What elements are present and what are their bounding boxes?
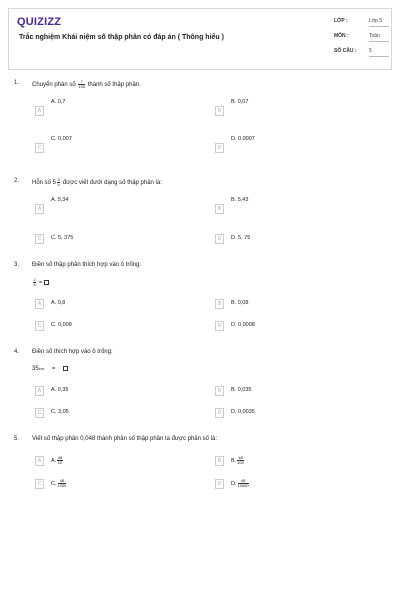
fraction-numerator: 2 — [33, 277, 36, 282]
option-box[interactable]: A — [35, 456, 44, 466]
option-box[interactable]: B — [215, 456, 224, 466]
fraction — [237, 456, 244, 465]
quizizz-logo: QUIZIZZ — [17, 16, 62, 28]
question-expression — [32, 278, 49, 287]
fraction — [33, 278, 36, 287]
question-text — [32, 178, 162, 187]
worksheet-header — [8, 8, 392, 70]
question-number: 4. — [14, 349, 20, 355]
expression-unit: cm — [38, 366, 45, 372]
fraction-numerator: 48 — [238, 479, 249, 484]
option-box[interactable]: C — [35, 321, 44, 331]
option-box[interactable]: B — [215, 386, 224, 396]
option-text: A. 5,34 — [51, 197, 69, 203]
fraction-numerator: 7 — [78, 80, 85, 85]
fraction-denominator: 100 — [237, 460, 244, 465]
fraction-numerator: 48 — [57, 455, 63, 460]
option-box[interactable]: D — [215, 321, 224, 331]
option-letter: C. — [51, 480, 57, 487]
option-box[interactable]: C — [35, 143, 44, 153]
option-box[interactable]: A — [35, 299, 44, 309]
option-text: B. 0,08 — [231, 300, 249, 306]
question-expression — [32, 366, 68, 372]
expression-value: 35 — [32, 366, 39, 373]
option-box[interactable]: B — [215, 106, 224, 116]
fraction — [57, 456, 62, 465]
option-text: C. 0,007 — [51, 136, 72, 142]
option-box[interactable]: D — [215, 143, 224, 153]
option-text: C. 3,05 — [51, 409, 69, 415]
fraction-numerator: 3 — [57, 177, 60, 182]
option-text: D. 0,0008 — [231, 322, 255, 328]
lop-value: Lớp 5 — [369, 18, 389, 27]
option-text — [51, 456, 64, 465]
socau-value: 5 — [369, 48, 389, 57]
option-text: B. 5,43 — [231, 197, 249, 203]
option-box[interactable]: B — [215, 299, 224, 309]
fraction-denominator: 10000 — [237, 483, 249, 488]
question-text-before: Chuyển phân số — [32, 82, 76, 89]
equals-sign: = — [51, 366, 56, 373]
question-text: Điền số thích hợp vào ô trống: — [32, 349, 113, 355]
blank-box-icon[interactable] — [63, 366, 68, 371]
question-number: 5. — [14, 436, 20, 442]
fraction — [57, 178, 60, 187]
option-text: D. 5, 75 — [231, 235, 251, 241]
option-text: D. 0,0035 — [231, 409, 255, 415]
option-box[interactable]: C — [35, 408, 44, 418]
option-text: C. 5, 375 — [51, 235, 74, 241]
option-text — [231, 456, 245, 465]
option-box[interactable]: D — [215, 479, 224, 489]
option-text: C. 0,008 — [51, 322, 72, 328]
option-text: D. 0,0007 — [231, 136, 255, 142]
question-text — [32, 80, 141, 89]
option-text: B. 0,07 — [231, 99, 249, 105]
fraction-denominator: 5 — [33, 282, 36, 287]
fraction-denominator: 10 — [57, 460, 63, 465]
fraction-denominator: 100 — [78, 84, 86, 89]
option-letter: B. — [231, 457, 237, 464]
option-text: A. 0,7 — [51, 99, 66, 105]
question-number: 2. — [14, 178, 20, 184]
option-box[interactable]: A — [35, 386, 44, 396]
option-text: B. 0,035 — [231, 387, 252, 393]
option-box[interactable]: D — [215, 408, 224, 418]
option-letter: D. — [231, 480, 237, 487]
question-text-before: Hỗn số 5 — [32, 180, 57, 187]
option-text — [231, 479, 250, 488]
question-text: Viết số thập phân 0,048 thành phân số thập phân ta được phân số là: — [32, 436, 217, 442]
mon-value: Toán — [369, 33, 389, 42]
option-box[interactable]: B — [215, 204, 224, 214]
mon-label: MÔN : — [334, 33, 349, 39]
option-text — [51, 479, 67, 488]
question-number: 1. — [14, 80, 20, 86]
option-text: A. 0,35 — [51, 387, 69, 393]
fraction-denominator: 1000 — [57, 483, 67, 488]
option-box[interactable]: A — [35, 204, 44, 214]
question-text-after: thành số thập phân. — [87, 82, 141, 89]
option-text: A. 0,8 — [51, 300, 66, 306]
option-letter: A. — [51, 457, 57, 464]
fraction-denominator: 4 — [57, 182, 60, 187]
fraction-numerator: 48 — [58, 479, 67, 484]
socau-label: SỐ CÂU : — [334, 48, 357, 54]
fraction-numerator: 48 — [238, 455, 243, 460]
option-box[interactable]: D — [215, 234, 224, 244]
blank-box-icon[interactable] — [44, 280, 49, 285]
question-text-after: được viết dưới dạng số thập phân là: — [62, 180, 162, 187]
question-number: 3. — [14, 262, 20, 268]
fraction — [78, 80, 85, 89]
question-text: Điền số thập phân thích hợp vào ô trống: — [32, 262, 142, 268]
option-box[interactable]: A — [35, 106, 44, 116]
page-title: Trắc nghiệm Khái niệm số thập phân có đáp án ( Thông hiểu ) — [19, 34, 224, 41]
fraction — [58, 479, 67, 488]
fraction — [238, 479, 249, 488]
option-box[interactable]: C — [35, 479, 44, 489]
option-box[interactable]: C — [35, 234, 44, 244]
equals-sign: = — [38, 280, 43, 287]
lop-label: LỚP : — [334, 18, 348, 24]
